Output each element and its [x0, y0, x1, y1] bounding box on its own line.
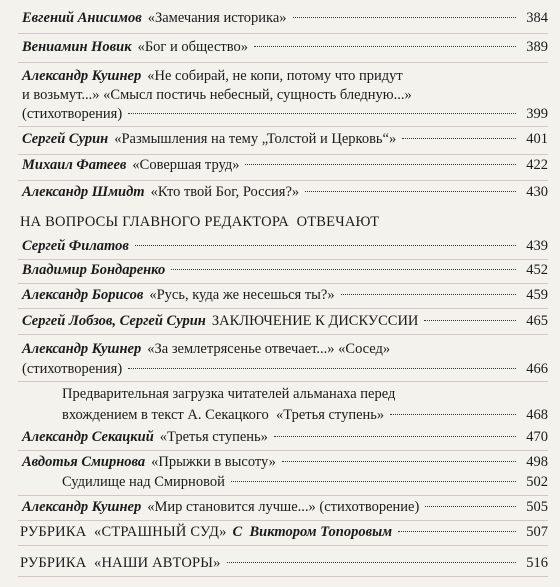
- leader-dots: [128, 368, 516, 369]
- entry-author: Александр Кушнер: [22, 341, 142, 357]
- entry-page: 468: [526, 407, 548, 423]
- toc-entry: [22, 341, 548, 378]
- entry-title: «Замечания историка»: [147, 10, 287, 26]
- toc-entry: [22, 287, 548, 304]
- toc-entry: [20, 524, 548, 541]
- toc-entry: [22, 386, 548, 424]
- leader-dots: [227, 562, 516, 563]
- leader-dots: [390, 414, 516, 415]
- divider: [18, 450, 548, 451]
- divider: [18, 180, 548, 181]
- divider: [18, 576, 548, 577]
- toc-entry: [22, 262, 548, 279]
- entry-page: 459: [526, 287, 548, 303]
- entry-author: Михаил Фатеев: [22, 157, 127, 173]
- entry-author: Евгений Анисимов: [22, 10, 142, 26]
- leader-dots: [254, 46, 516, 47]
- rubric-title: РУБРИКА «СТРАШНЫЙ СУД»: [20, 524, 227, 540]
- entry-title: «Русь, куда же несешься ты?»: [149, 287, 335, 303]
- entry-title: «Бог и общество»: [137, 39, 248, 55]
- entry-title: «Прыжки в высоту»: [151, 454, 276, 470]
- entry-author: Александр Шмидт: [22, 184, 145, 200]
- entry-author: Александр Секацкий: [22, 429, 154, 445]
- section-heading: [20, 214, 548, 231]
- entry-author: Авдотья Смирнова: [22, 454, 146, 470]
- entry-title-cont: (стихотворения): [22, 106, 123, 122]
- leader-dots: [171, 269, 516, 270]
- entry-page: 422: [526, 157, 548, 173]
- leader-dots: [425, 506, 516, 507]
- toc-entry: [20, 555, 548, 572]
- toc-entry: [22, 68, 548, 123]
- leader-dots: [135, 245, 516, 246]
- divider: [18, 259, 548, 260]
- toc-entry: [22, 39, 548, 56]
- toc-entry: [22, 131, 548, 148]
- entry-page: 430: [526, 184, 548, 200]
- toc-entry: [22, 313, 548, 330]
- leader-dots: [282, 461, 516, 462]
- divider: [18, 495, 548, 496]
- entry-page: 470: [526, 429, 548, 445]
- entry-page: 439: [526, 238, 548, 254]
- leader-dots: [424, 320, 516, 321]
- entry-title: Судилище над Смирновой: [62, 474, 225, 490]
- leader-dots: [128, 113, 516, 114]
- entry-title: «Совершая труд»: [132, 157, 240, 173]
- entry-page: 465: [526, 313, 548, 329]
- entry-title: Предварительная загрузка читателей альманаха перед: [62, 386, 396, 402]
- toc-entry: [22, 238, 548, 255]
- divider: [18, 308, 548, 309]
- leader-dots: [274, 436, 516, 437]
- entry-page: 498: [526, 454, 548, 470]
- divider: [18, 334, 548, 335]
- toc-entry: [22, 454, 548, 471]
- entry-author: Сергей Филатов: [22, 238, 129, 254]
- leader-dots: [245, 164, 516, 165]
- rubric-title: РУБРИКА «НАШИ АВТОРЫ»: [20, 555, 221, 571]
- divider: [18, 154, 548, 155]
- toc-entry: [22, 10, 548, 27]
- divider: [18, 381, 548, 382]
- entry-title: «Мир становится лучше...» (стихотворение): [147, 499, 420, 515]
- entry-author: Сергей Сурин: [22, 131, 109, 147]
- entry-author: С Виктором Топоровым: [232, 524, 393, 540]
- leader-dots: [231, 481, 516, 482]
- leader-dots: [305, 191, 516, 192]
- entry-author: Сергей Лобзов, Сергей Сурин: [22, 313, 206, 329]
- toc-entry: [22, 499, 548, 516]
- leader-dots: [293, 17, 516, 18]
- entry-author: Александр Кушнер: [22, 68, 142, 84]
- toc-entry: [22, 429, 548, 446]
- entry-title: «Размышления на тему „Толстой и Церковь“»: [114, 131, 397, 147]
- toc-entry: [22, 157, 548, 174]
- entry-page: 466: [526, 361, 548, 377]
- entry-page: 507: [526, 524, 548, 540]
- entry-title: ЗАКЛЮЧЕНИЕ К ДИСКУССИИ: [211, 313, 419, 329]
- leader-dots: [341, 294, 516, 295]
- divider: [18, 62, 548, 63]
- entry-author: Вениамин Новик: [22, 39, 132, 55]
- entry-title-cont: и возьмут...» «Смысл постичь небесный, сущность бледную...»: [22, 87, 412, 103]
- divider: [18, 126, 548, 127]
- entry-title: «Третья ступень»: [159, 429, 268, 445]
- entry-title-cont: вхождением в текст А. Секацкого «Третья ступень»: [62, 407, 385, 423]
- entry-title: «Кто твой Бог, Россия?»: [150, 184, 300, 200]
- entry-title: «За землетрясенье отвечает...» «Сосед»: [147, 341, 391, 357]
- entry-page: 399: [526, 106, 548, 122]
- entry-page: 452: [526, 262, 548, 278]
- toc-entry: [22, 184, 548, 201]
- entry-page: 401: [526, 131, 548, 147]
- entry-title-cont: (стихотворения): [22, 361, 123, 377]
- entry-page: 516: [526, 555, 548, 571]
- entry-author: Владимир Бондаренко: [22, 262, 166, 278]
- section-heading-text: НА ВОПРОСЫ ГЛАВНОГО РЕДАКТОРА ОТВЕЧАЮТ: [20, 214, 380, 230]
- leader-dots: [398, 531, 516, 532]
- entry-author: Александр Борисов: [22, 287, 144, 303]
- divider: [18, 33, 548, 34]
- entry-page: 505: [526, 499, 548, 515]
- entry-page: 502: [526, 474, 548, 490]
- entry-title: «Не собирай, не копи, потому что придут: [147, 68, 403, 84]
- toc-entry: [22, 474, 548, 491]
- divider: [18, 545, 548, 546]
- leader-dots: [402, 138, 516, 139]
- divider: [18, 283, 548, 284]
- divider: [18, 520, 548, 521]
- entry-page: 384: [526, 10, 548, 26]
- entry-page: 389: [526, 39, 548, 55]
- entry-author: Александр Кушнер: [22, 499, 142, 515]
